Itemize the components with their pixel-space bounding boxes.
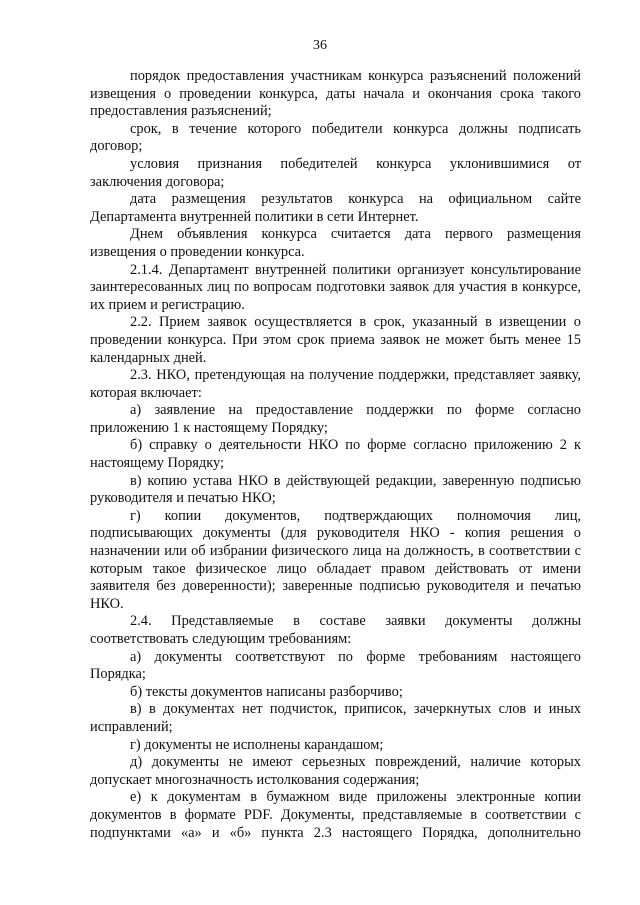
list-item: г) копии документов, подтверждающих полномочия лиц, подписывающих документы (для руководителя НКО - копия решения о назначении или об избрании физического лица на должность, в соответствии с которым такое физическое лицо обладает правом действовать от имени заявителя без доверенности); заверенные подписью руководителя и печатью НКО.: [90, 507, 581, 612]
list-item: в) копию устава НКО в действующей редакции, заверенную подписью руководителя и печатью НКО;: [90, 472, 581, 507]
paragraph: дата размещения результатов конкурса на официальном сайте Департамента внутренней политики в сети Интернет.: [90, 191, 581, 225]
list-item: е) к документам в бумажном виде приложены электронные копии документов в формате PDF. Документы, представляемые в соответствии с подпунктами «а» и «б» пункта 2.3 настоящего Порядка, дополнительно: [90, 789, 581, 841]
paragraph: 2.3. НКО, претендующая на получение поддержки, представляет заявку, которая включает:: [90, 367, 581, 401]
list-item: б) тексты документов написаны разборчиво;: [130, 683, 403, 700]
paragraph: 2.2. Прием заявок осуществляется в срок, указанный в извещении о проведении конкурса. При этом срок приема заявок не может быть менее 15 календарных дней.: [90, 314, 581, 366]
list-item: а) документы соответствуют по форме требованиям настоящего Порядка;: [90, 648, 581, 683]
paragraph: порядок предоставления участникам конкурса разъяснений положений извещения о проведении конкурса, даты начала и окончания срока такого предоставления разъяснений;: [90, 68, 581, 120]
paragraph: Днем объявления конкурса считается дата первого размещения извещения о проведении конкурса.: [90, 226, 581, 260]
list-item: г) документы не исполнены карандашом;: [130, 736, 384, 753]
list-item: а) заявление на предоставление поддержки по форме согласно приложению 1 к настоящему Порядку;: [90, 402, 581, 436]
page-number: 36: [313, 38, 327, 53]
paragraph: 2.1.4. Департамент внутренней политики организует консультирование заинтересованных лиц по вопросам подготовки заявок для участия в конкурсе, их прием и регистрацию.: [90, 261, 581, 313]
paragraph: условия признания победителей конкурса уклонившимися от заключения договора;: [90, 155, 581, 190]
list-item: б) справку о деятельности НКО по форме согласно приложению 2 к настоящему Порядку;: [90, 437, 581, 472]
list-item: д) документы не имеют серьезных повреждений, наличие которых допускает многозначность истолкования содержания;: [90, 754, 581, 788]
body-text: [90, 68, 581, 842]
paragraph: 2.4. Представляемые в составе заявки документы должны соответствовать следующим требованиям:: [90, 613, 581, 647]
paragraph: срок, в течение которого победители конкурса должны подписать договор;: [90, 120, 581, 155]
list-item: в) в документах нет подчисток, приписок, зачеркнутых слов и иных исправлений;: [90, 701, 581, 735]
